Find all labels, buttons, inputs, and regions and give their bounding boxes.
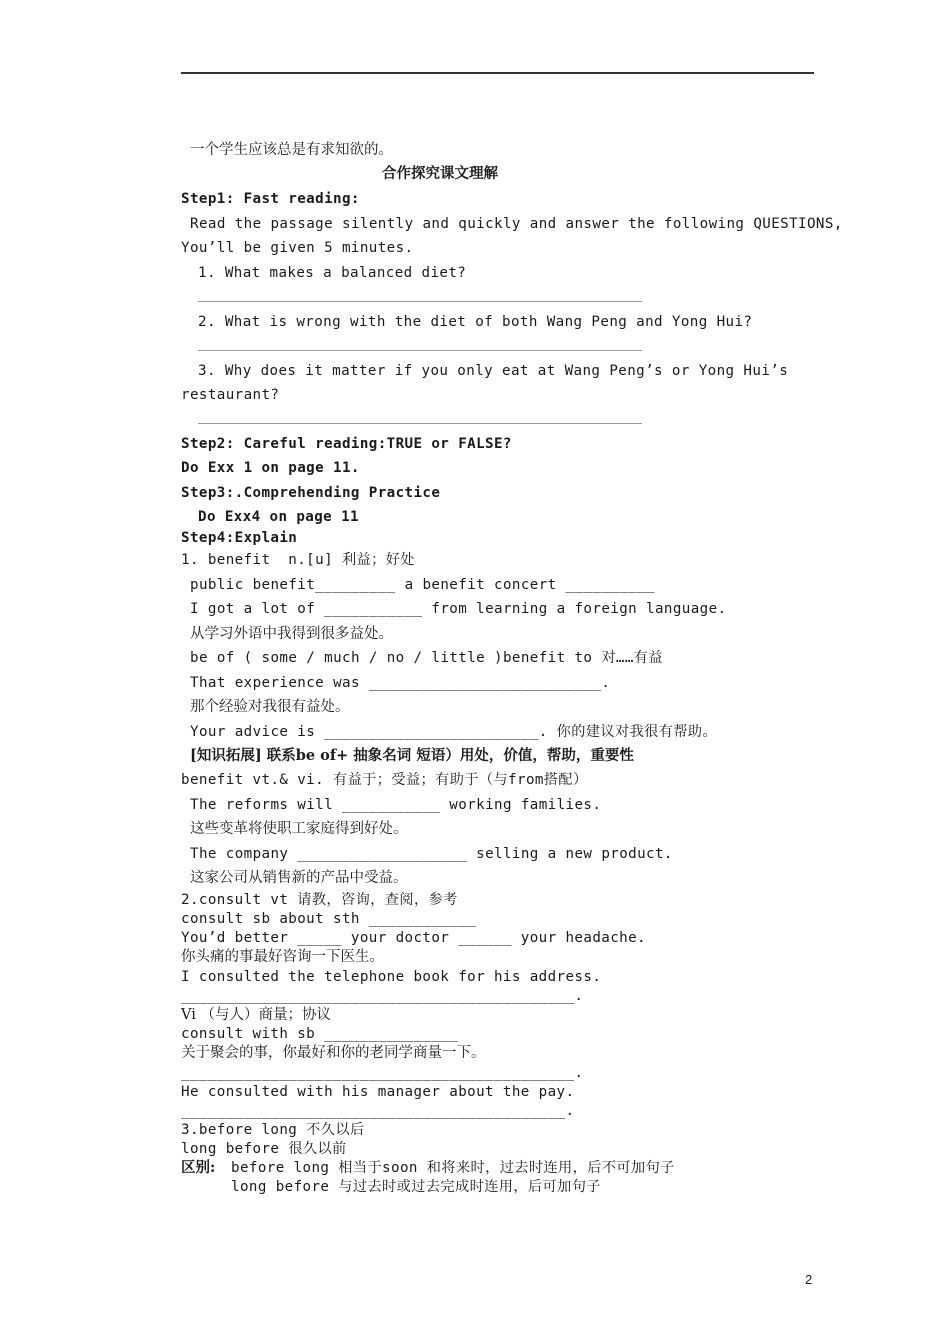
intro-sentence: 一个学生应该总是有求知欲的。 — [190, 142, 393, 158]
benefit-verb-example-1: The reforms will ___________ working families. — [190, 797, 602, 813]
consult-vi-definition: Vi （与人）商量；协议 — [181, 1007, 331, 1023]
knowledge-extension: [知识拓展] 联系be of+ 抽象名词 短语）用处，价值，帮助，重要性 — [190, 747, 634, 764]
step3-task: Do Exx4 on page 11 — [198, 509, 359, 525]
header-rule — [181, 72, 814, 74]
be-of-benefit-pattern: be of ( some / much / no / little )benefit to 对……有益 — [190, 650, 663, 666]
question-3-line1: 3. Why does it matter if you only eat at Wang Peng’s or Yong Hui’s — [198, 363, 789, 379]
answer-blank-2 — [198, 350, 642, 351]
benefit-phrases: public benefit_________ a benefit concert __________ — [190, 577, 655, 593]
step1-heading: Step1: Fast reading: — [181, 191, 360, 207]
consult-example-2: I consulted the telephone book for his address. — [181, 969, 602, 985]
difference-long-before: long before 与过去时或过去完成时连用，后可加句子 — [231, 1179, 601, 1195]
benefit-verb-example-2: The company ___________________ selling a new product. — [190, 846, 673, 862]
consult-with-example-chinese: 关于聚会的事，你最好和你的老同学商量一下。 — [181, 1045, 486, 1061]
answer-blank-3 — [198, 423, 642, 424]
consult-example-1: You’d better _____ your doctor ______ your headache. — [181, 930, 646, 946]
benefit-example-1: I got a lot of ___________ from learning a foreign language. — [190, 601, 727, 617]
consult-example-1-translation: 你头痛的事最好咨询一下医生。 — [181, 949, 384, 965]
consult-translation-blank-2: ____________________________________________. — [181, 1065, 584, 1081]
consult-with-example-english: He consulted with his manager about the pay. — [181, 1084, 575, 1100]
step1-instruction-line2: You’ll be given 5 minutes. — [181, 240, 414, 256]
difference-before-long: before long 相当于soon 和将来时，过去时连用，后不可加句子 — [231, 1160, 675, 1176]
question-1: 1. What makes a balanced diet? — [198, 265, 467, 281]
phrase-before-long: 3.before long 不久以后 — [181, 1122, 365, 1138]
page-number: 2 — [805, 1272, 813, 1287]
difference-label: 区别: — [181, 1159, 216, 1176]
benefit-verb-definition: benefit vt.& vi. 有益于；受益；有助于（与from搭配） — [181, 772, 588, 788]
consult-translation-blank-3: ___________________________________________. — [181, 1103, 575, 1119]
step1-instruction-line1: Read the passage silently and quickly and answer the following QUESTIONS, — [190, 216, 843, 232]
benefit-example-1-translation: 从学习外语中我得到很多益处。 — [190, 626, 393, 642]
question-3-line2: restaurant? — [181, 387, 280, 403]
phrase-long-before: long before 很久以前 — [181, 1141, 347, 1157]
word-benefit-heading: 1. benefit n.[u] 利益；好处 — [181, 552, 415, 568]
consult-translation-blank-1: ____________________________________________. — [181, 988, 584, 1004]
step2-task: Do Exx 1 on page 11. — [181, 460, 360, 476]
step4-heading: Step4:Explain — [181, 530, 298, 546]
step2-heading: Step2: Careful reading:TRUE or FALSE? — [181, 436, 512, 452]
section-title: 合作探究课文理解 — [382, 165, 498, 182]
word-consult-heading: 2.consult vt 请教，咨询，查阅，参考 — [181, 892, 458, 908]
step3-heading: Step3:.Comprehending Practice — [181, 485, 441, 501]
benefit-verb-example-2-translation: 这家公司从销售新的产品中受益。 — [190, 870, 408, 886]
benefit-example-3: Your advice is ________________________. 你的建议对我很有帮助。 — [190, 724, 718, 740]
consult-pattern: consult sb about sth ____________ — [181, 911, 477, 927]
benefit-verb-example-1-translation: 这些变革将使职工家庭得到好处。 — [190, 821, 408, 837]
benefit-example-2: That experience was __________________________. — [190, 675, 611, 691]
consult-with-pattern: consult with sb _______________ — [181, 1026, 459, 1042]
benefit-example-2-translation: 那个经验对我很有益处。 — [190, 699, 350, 715]
answer-blank-1 — [198, 301, 642, 302]
question-2: 2. What is wrong with the diet of both Wang Peng and Yong Hui? — [198, 314, 753, 330]
